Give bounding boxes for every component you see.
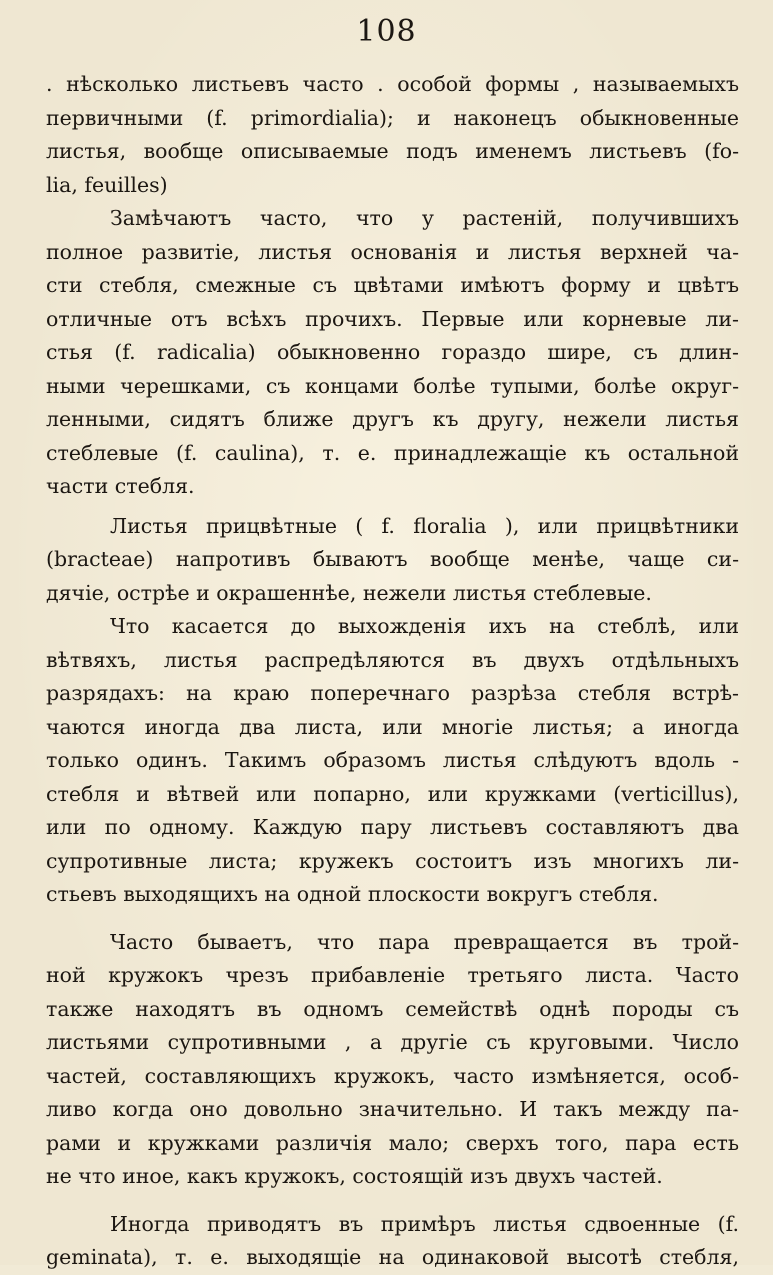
text-line: супротивные листа; кружекъ состоитъ изъ многихъ ли- — [46, 848, 739, 873]
text-line: чаются иногда два листа, или многіе листья; а иногда — [46, 714, 739, 739]
text-line: полное развитіе, листья основанія и листья верхней ча- — [46, 239, 739, 264]
text-line: только одинъ. Такимъ образомъ листья слѣдуютъ вдоль - — [46, 748, 739, 772]
text-line: дячіе, острѣе и окрашеннѣе, нежели листья стеблевые. — [46, 580, 652, 605]
text-line: стеблевые (f. caulina), т. е. принадлежащіе къ остальной — [46, 440, 739, 465]
paragraph-5 — [46, 926, 739, 1194]
text-line: стья (f. radicalia) обыкновенно гораздо шире, съ длин- — [46, 340, 739, 364]
text-line: листья, вообще описываемые подъ именемъ листьевъ (fo- — [46, 139, 739, 163]
text-line: сти стебля, смежные съ цвѣтами имѣютъ форму и цвѣтъ — [46, 273, 739, 297]
paragraph-4 — [46, 610, 739, 912]
body-text — [46, 68, 739, 1275]
text-line: (bracteae) напротивъ бываютъ вообще менѣе, чаще си- — [46, 547, 739, 571]
text-line: ными черешками, съ концами болѣе тупыми, болѣе округ- — [46, 373, 739, 398]
text-line: . нѣсколько листьевъ часто . особой формы , называемыхъ — [46, 72, 739, 96]
text-line: рами и кружками различія мало; сверхъ того, пара есть — [46, 1130, 739, 1155]
text-line: листьями супротивными , а другіе съ круговыми. Число — [46, 1030, 739, 1054]
text-line: части стебля. — [46, 474, 195, 498]
text-line: geminata), т. е. выходящіе на одинаковой высотѣ стебля, — [46, 1245, 739, 1269]
text-line: Что касается до выхожденія ихъ на стеблѣ, или — [110, 614, 739, 638]
text-line: частей, составляющихъ кружокъ, часто измѣняется, особ- — [46, 1063, 739, 1088]
text-line: ленными, сидятъ ближе другъ къ другу, нежели листья — [46, 407, 739, 431]
paragraph-6 — [46, 1208, 739, 1275]
text-line: также находятъ въ одномъ семействѣ однѣ породы съ — [46, 996, 739, 1021]
text-line: ливо когда оно довольно значительно. И такъ между па- — [46, 1097, 739, 1121]
text-line: стебля и вѣтвей или попарно, или кружками (verticillus), — [46, 781, 739, 806]
text-line: вѣтвяхъ, листья распредѣляются въ двухъ отдѣльныхъ — [46, 647, 739, 672]
text-line: разрядахъ: на краю поперечнаго разрѣза стебля встрѣ- — [46, 681, 739, 705]
text-line: lia, feuilles) — [46, 172, 168, 197]
page-number: 108 — [356, 14, 417, 49]
paragraph-2 — [46, 202, 739, 504]
text-line: Часто бываетъ, что пара превращается въ трой- — [110, 929, 739, 954]
text-line: отличные отъ всѣхъ прочихъ. Первые или корневые ли- — [46, 306, 739, 331]
paragraph-3 — [46, 510, 739, 611]
text-line: первичными (f. primordialia); и наконецъ обыкновенные — [46, 105, 739, 130]
text-line: Иногда приводятъ въ примѣръ листья сдвоенные (f. — [110, 1211, 739, 1236]
text-line: Замѣчаютъ часто, что у растеній, получившихъ — [110, 206, 739, 230]
text-line: ной кружокъ чрезъ прибавленіе третьяго листа. Часто — [46, 963, 739, 987]
paragraph-1 — [46, 68, 739, 202]
text-line: не что иное, какъ кружокъ, состоящій изъ двухъ частей. — [46, 1164, 663, 1188]
text-line: стьевъ выходящихъ на одной плоскости вокругъ стебля. — [46, 882, 659, 906]
text-line: Листья прицвѣтные ( f. floralia ), или прицвѣтники — [110, 513, 739, 538]
text-line: или по одному. Каждую пару листьевъ составляютъ два — [46, 815, 739, 839]
